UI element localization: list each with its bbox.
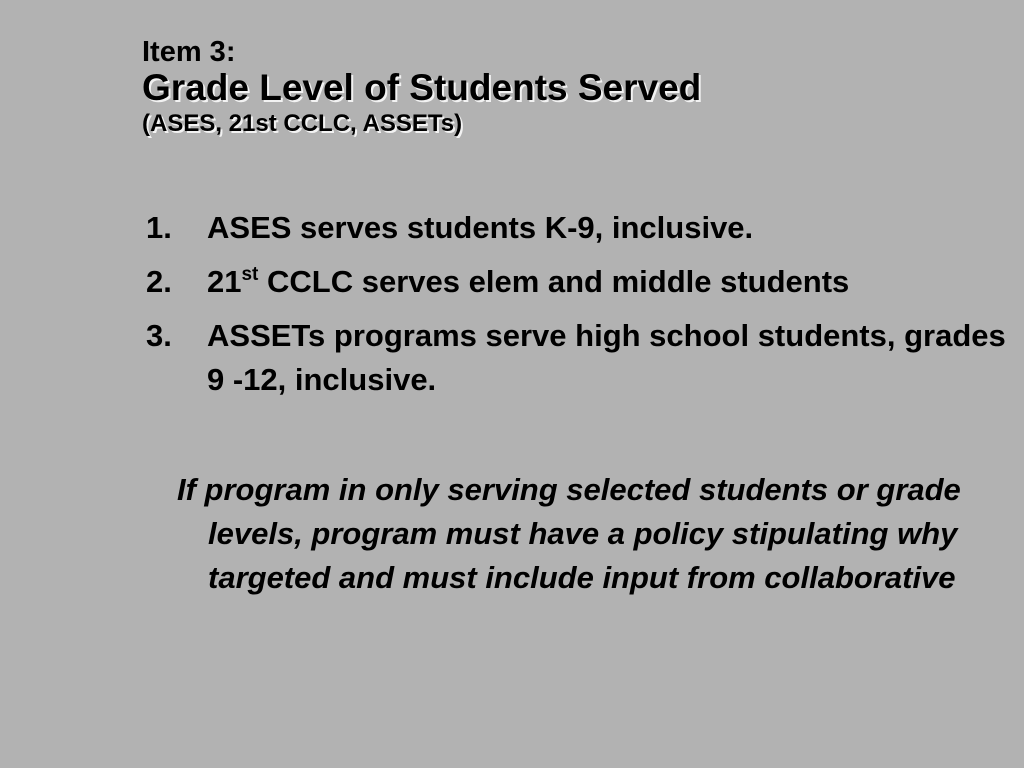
- list-item-3: [146, 314, 1006, 402]
- list-item-prefix: 21: [207, 264, 242, 299]
- item-label: Item 3:: [142, 36, 236, 68]
- slide-title: Grade Level of Students Served: [142, 67, 702, 108]
- list-item-2: [146, 260, 1006, 304]
- list-item-text: CCLC serves elem and middle students: [258, 264, 850, 299]
- list-item-text: ASES serves students K-9, inclusive.: [207, 210, 754, 245]
- list-number: 2.: [146, 264, 172, 299]
- numbered-list: [146, 206, 1006, 412]
- list-item-1: [146, 206, 1006, 250]
- list-item-superscript: st: [241, 264, 259, 285]
- list-number: 3.: [146, 318, 172, 353]
- list-item-text: ASSETs programs serve high school students, grades 9 -12, inclusive.: [207, 318, 1006, 397]
- slide-subtitle: (ASES, 21st CCLC, ASSETs): [142, 110, 463, 137]
- title-block: [142, 36, 1002, 140]
- policy-note: If program in only serving selected students or grade levels, program must have a policy stipulating why targeted and must include input from collaborative: [177, 472, 961, 595]
- list-number: 1.: [146, 210, 172, 245]
